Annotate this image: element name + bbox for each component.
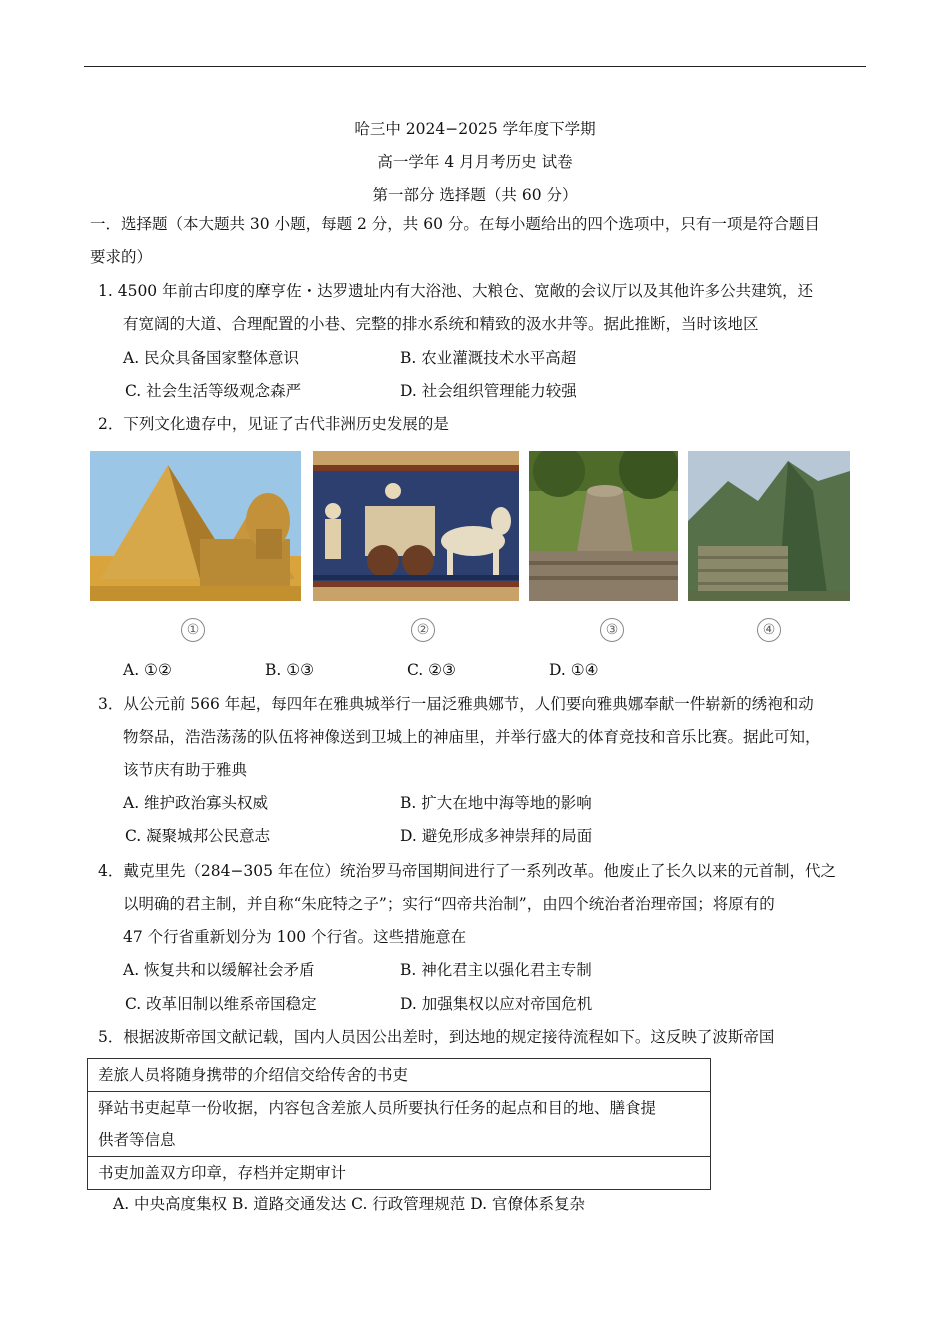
q2-option-b[interactable]: B. ①③ <box>265 661 315 679</box>
table-row: 差旅人员将随身携带的介绍信交给传舍的书吏 <box>88 1059 711 1092</box>
q3-option-a[interactable]: A. 维护政治寡头权威 <box>123 794 269 812</box>
image-label-3: ③ <box>600 618 624 642</box>
q2-option-d[interactable]: D. ①④ <box>549 661 599 679</box>
q4-option-b[interactable]: B. 神化君主以强化君主专制 <box>400 961 592 979</box>
q1-option-d[interactable]: D. 社会组织管理能力较强 <box>400 382 577 400</box>
q1-stem-line1: 1. 4500 年前古印度的摩亨佐・达罗遗址内有大浴池、大粮仓、宽敞的会议厅以及其他许多公共建筑，还 <box>98 282 814 300</box>
great-zimbabwe-image <box>529 451 678 601</box>
section-instruction-line1: 一．选择题（本大题共 30 小题，每题 2 分，共 60 分。在每小题给出的四个选项中，只有一项是符合题目 <box>90 215 820 233</box>
q1-option-b[interactable]: B. 农业灌溉技术水平高超 <box>400 349 577 367</box>
image-label-1: ① <box>181 618 205 642</box>
q3-stem-line3: 该节庆有助于雅典 <box>123 761 248 779</box>
table-row <box>88 1092 711 1157</box>
q4-stem-line3: 47 个行省重新划分为 100 个行省。这些措施意在 <box>123 928 467 946</box>
q2-option-c[interactable]: C. ②③ <box>407 661 456 679</box>
q4-option-d[interactable]: D. 加强集权以应对帝国危机 <box>400 995 593 1013</box>
table-row: 书吏加盖双方印章，存档并定期审计 <box>88 1157 711 1190</box>
q4-stem-line2: 以明确的君主制，并自称“朱庇特之子”；实行“四帝共治制”，由四个统治者治理帝国；将原有的 <box>123 895 775 913</box>
section-instruction-line2: 要求的） <box>90 248 153 266</box>
school-term-title: 哈三中 2024−2025 学年度下学期 <box>354 120 596 138</box>
pyramid-sphinx-image <box>90 451 301 601</box>
header-rule <box>84 66 866 67</box>
q2-stem: 2．下列文化遗存中，见证了古代非洲历史发展的是 <box>98 415 449 433</box>
q3-option-c[interactable]: C. 凝聚城邦公民意志 <box>125 827 271 845</box>
image-label-2: ② <box>411 618 435 642</box>
q4-option-a[interactable]: A. 恢复共和以缓解社会矛盾 <box>123 961 315 979</box>
q1-stem-line2: 有宽阔的大道、合理配置的小巷、完整的排水系统和精致的汲水井等。据此推断，当时该地区 <box>123 315 759 333</box>
q3-option-b[interactable]: B. 扩大在地中海等地的影响 <box>400 794 592 812</box>
table-row-line2: 供者等信息 <box>98 1131 176 1149</box>
q5-options[interactable]: A. 中央高度集权 B. 道路交通发达 C. 行政管理规范 D. 官僚体系复杂 <box>113 1195 585 1213</box>
part-title: 第一部分 选择题（共 60 分） <box>372 186 578 204</box>
q1-option-c[interactable]: C. 社会生活等级观念森严 <box>125 382 302 400</box>
q4-option-c[interactable]: C. 改革旧制以维系帝国稳定 <box>125 995 317 1013</box>
reception-process-table <box>87 1058 711 1190</box>
q3-stem-line2: 物祭品，浩浩荡荡的队伍将神像送到卫城上的神庙里，并举行盛大的体育竞技和音乐比赛。据此可知， <box>123 728 821 746</box>
exam-title: 高一学年 4 月月考历史 试卷 <box>377 153 573 171</box>
image-label-4: ④ <box>757 618 781 642</box>
machu-picchu-image <box>688 451 850 601</box>
standard-of-ur-image <box>313 451 519 601</box>
q5-stem: 5．根据波斯帝国文献记载，国内人员因公出差时，到达地的规定接待流程如下。这反映了波斯帝国 <box>98 1028 775 1046</box>
q2-option-a[interactable]: A. ①② <box>123 661 172 679</box>
q3-stem-line1: 3．从公元前 566 年起，每四年在雅典城举行一届泛雅典娜节，人们要向雅典娜奉献一件崭新的绣袍和动 <box>98 695 814 713</box>
q4-stem-line1: 4．戴克里先（284−305 年在位）统治罗马帝国期间进行了一系列改革。他废止了长久以来的元首制，代之 <box>98 862 836 880</box>
q3-option-d[interactable]: D. 避免形成多神崇拜的局面 <box>400 827 593 845</box>
table-row-line1: 驿站书吏起草一份收据，内容包含差旅人员所要执行任务的起点和目的地、膳食提 <box>98 1099 657 1117</box>
q1-option-a[interactable]: A. 民众具备国家整体意识 <box>123 349 300 367</box>
